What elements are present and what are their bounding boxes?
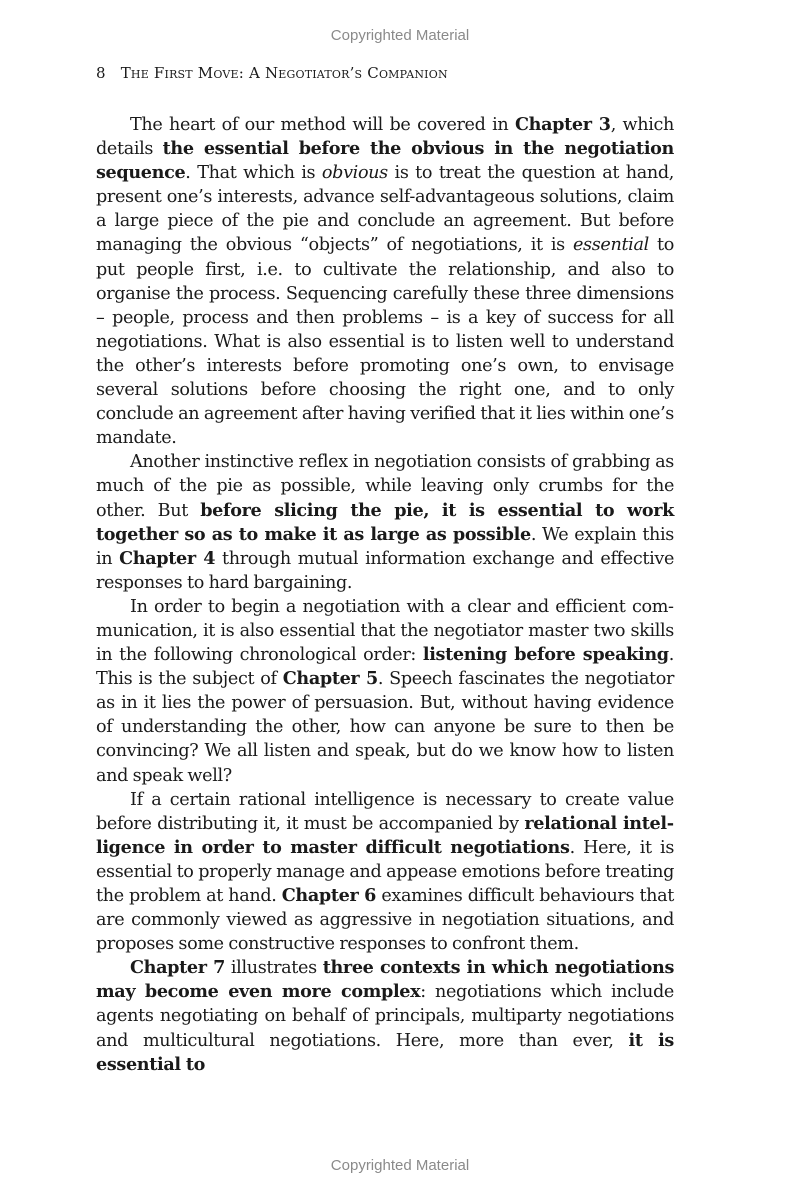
running-header (96, 64, 706, 82)
page-number: 8 (96, 64, 106, 82)
italic-text: obvious (321, 163, 388, 184)
text-run: . That which is (185, 163, 322, 184)
paragraph (96, 113, 674, 450)
bold-text: Chapter 6 (281, 885, 377, 906)
text-run: , which details (96, 115, 674, 160)
copyright-watermark-top: Copyrighted Material (330, 27, 470, 44)
bold-text: Chapter 4 (119, 547, 216, 569)
italic-text: essential (572, 235, 649, 256)
text-run: The heart of our method will be covered in (130, 115, 516, 135)
text-run: illustrates (224, 958, 323, 979)
copyright-watermark-bottom: Copyrighted Material (330, 1157, 470, 1174)
text-run: examines difficult behaviours that are commonly viewed as aggressive in negotiation situations, and proposes some constructive responses to confront them. (96, 886, 675, 955)
bold-text: relational intelligence in order to master difficult negotiations (96, 812, 674, 858)
paragraph (96, 450, 674, 595)
book-title: The First Move: A Negotiator’s Companion (120, 64, 448, 82)
text-run: . This is the subject of (96, 645, 674, 690)
text-run: through mutual information exchange and effective responses to hard bargaining. (96, 548, 675, 593)
text-run: . Here, it is essential to properly manage and appease emotions before treating the problem at hand. (96, 837, 674, 906)
body-text (96, 113, 674, 1077)
bold-text: Chapter 5 (282, 668, 378, 690)
text-run: If a certain rational intelligence is necessary to create value before distributing it, it must be accompanied by (96, 789, 674, 834)
bold-text: the essential before the obvious in the negotiation sequence (96, 138, 674, 184)
text-run: In order to begin a negotiation with a clear and efficient communication, it is also essential that the negotiator master two skills in the following chronological order: (96, 596, 674, 666)
text-run: . Speech fascinates the negotiator as in it lies the power of persuasion. But, without having evidence of understanding the other, how can anyone be sure to then be convincing? We all listen and speak, but do we know how to listen and speak well? (96, 669, 675, 786)
text-run: Another instinctive reflex in negotiation consists of grabbing as much of the pie as possible, while leaving only crumbs for the other. But (96, 452, 674, 521)
text-run: is to treat the question at hand, present one’s interests, advance self-advantageous solutions, claim a large piece of the pie and conclude an agreement. But before managing the obvious “objects” of negotiations, it is (96, 163, 674, 256)
text-run: : negotiations which include agents negotiating on behalf of principals, multiparty negotiations and multicultural negotiations. Here, more than ever, (96, 982, 674, 1051)
bold-text: before slicing the pie, it is essential to work together so as to make it as large as possible (96, 499, 674, 545)
text-run: . We explain this in (96, 524, 674, 569)
bold-text: three contexts in which negotiations may become even more complex (96, 957, 674, 1003)
bold-text: Chapter 3 (515, 114, 611, 135)
bold-text: Chapter 7 (130, 957, 225, 979)
bold-text: it is essential to (96, 1029, 674, 1075)
text-run: to put people first, i.e. to cultivate the relationship, and also to organise the process. Sequencing carefully these three dimensions – people, process and then problems – is a key of success for all negotiations. What is also essential is to listen well to understand the other’s interests before promoting one’s own, to envisage several solutions before choosing the right one, and to only conclude an agreement after having verified that it lies within one’s mandate. (96, 235, 674, 449)
bold-text: listening before speaking (422, 644, 669, 666)
paragraph (96, 595, 674, 788)
paragraph (96, 956, 674, 1076)
paragraph (96, 788, 674, 957)
